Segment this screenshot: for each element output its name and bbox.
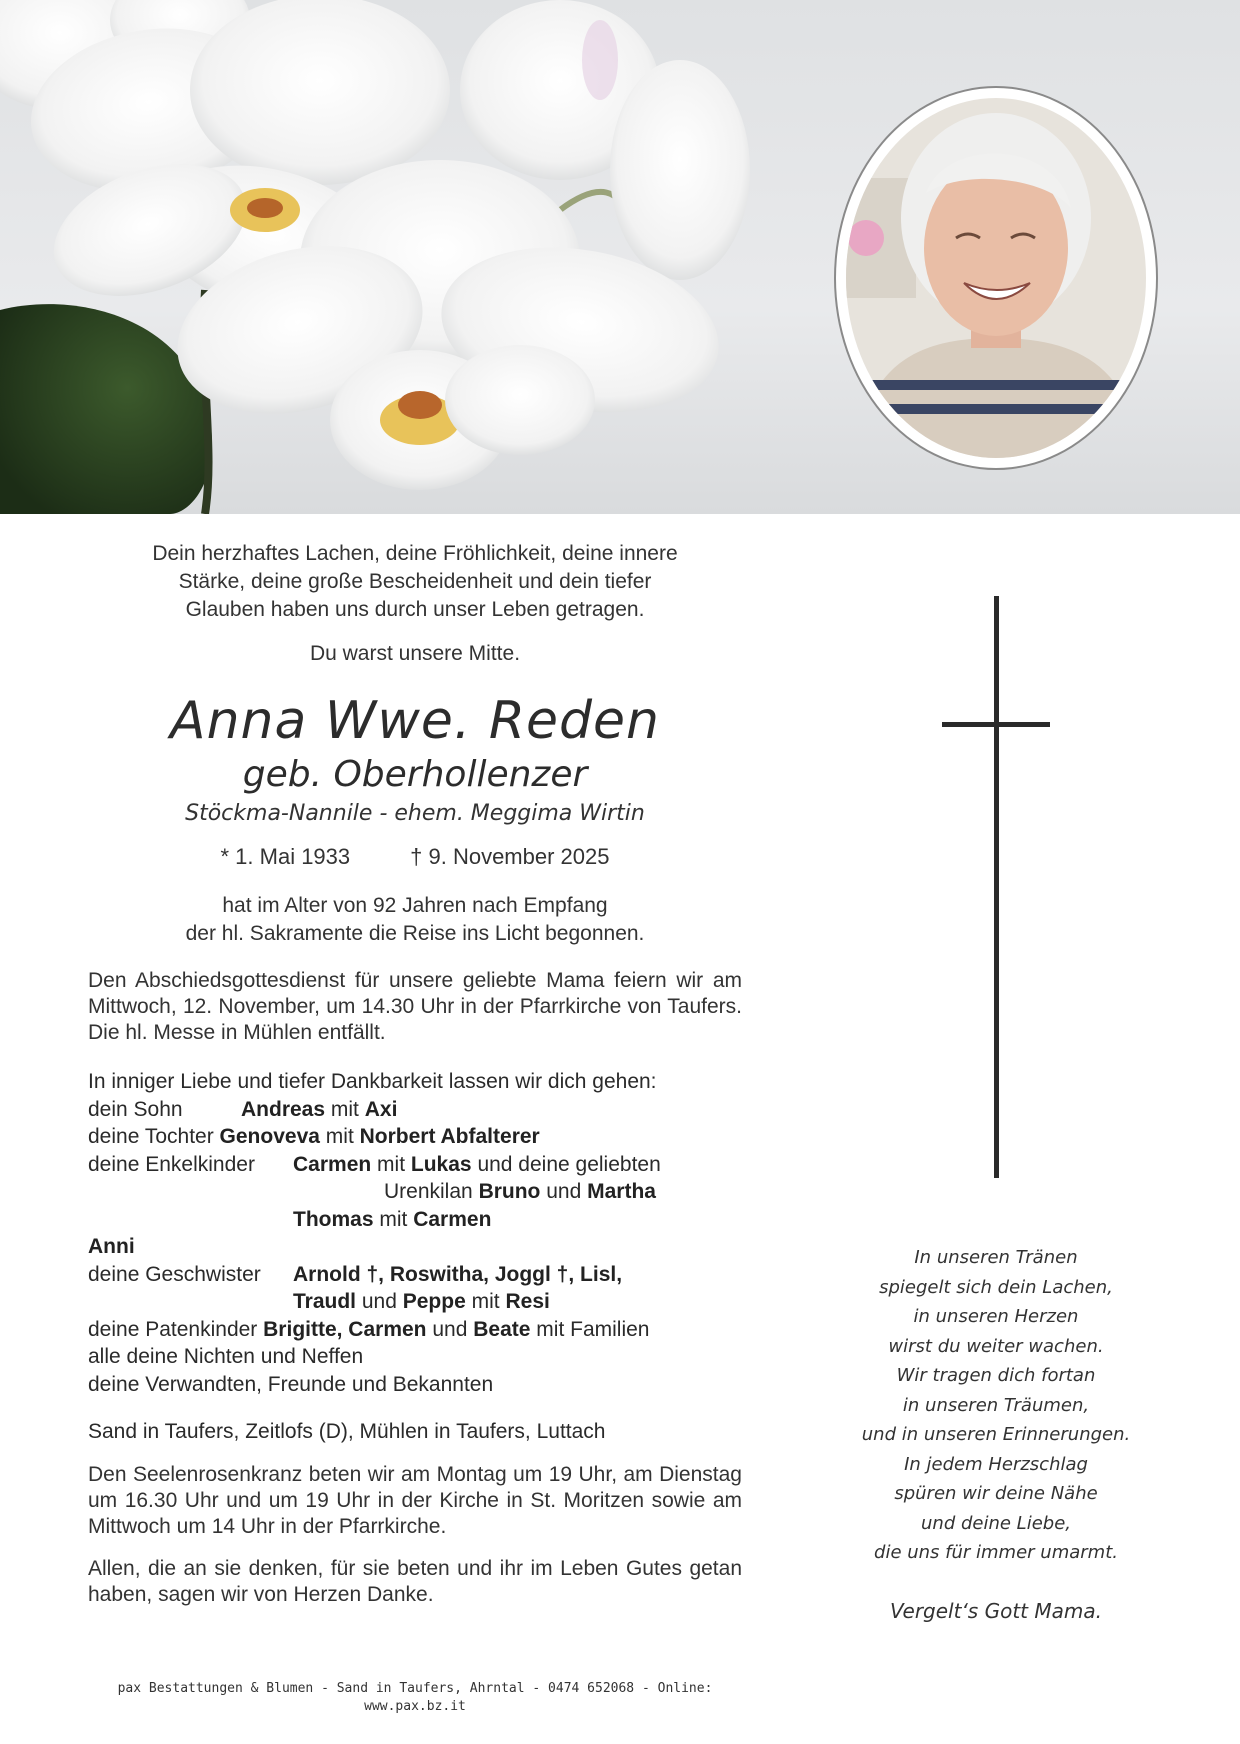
relation-label: deine Enkelkinder (88, 1152, 255, 1176)
relation-names: Urenkilan Bruno und Martha (384, 1180, 656, 1203)
birth-date: * 1. Mai 1933 (220, 844, 351, 869)
relation-names: Andreas mit Axi (241, 1097, 398, 1121)
mourner-row-siblings-2 (88, 1288, 742, 1316)
mourner-row-grandchild-3 (88, 1233, 742, 1261)
header-photo (0, 0, 1240, 514)
relation-names: Anni (88, 1235, 135, 1258)
cross-icon-bar (942, 722, 1050, 727)
poem-line: spüren wir deine Nähe (894, 1483, 1098, 1504)
relation-label: deine Geschwister (88, 1262, 261, 1286)
life-dates (88, 842, 742, 872)
footer-credits: pax Bestattungen & Blumen - Sand in Taufers, Ahrntal - 0474 652068 - Online: www.pax.bz.it (117, 1681, 713, 1714)
portrait-image (846, 98, 1146, 458)
relation-label: dein Sohn (88, 1097, 183, 1121)
thanks-text: Allen, die an sie denken, für sie beten und ihr im Leben Gutes getan haben, sagen wir von Herzen Danke. (88, 1557, 742, 1606)
death-date: † 9. November 2025 (410, 844, 610, 869)
verse-line: Dein herzhaftes Lachen, deine Fröhlichkeit, deine innere (152, 542, 678, 565)
verse-line: Stärke, deine große Bescheidenheit und dein tiefer (178, 570, 652, 593)
poem-line: und in unseren Erinnerungen. (861, 1424, 1131, 1445)
portrait-photo (846, 98, 1146, 458)
age-line: hat im Alter von 92 Jahren nach Empfang (222, 894, 608, 917)
age-line: der hl. Sakramente die Reise ins Licht begonnen. (185, 922, 645, 945)
places-line: Sand in Taufers, Zeitlofs (D), Mühlen in Taufers, Luttach (88, 1420, 606, 1443)
mourners-list (88, 1068, 742, 1398)
poem-line: In jedem Herzschlag (904, 1453, 1088, 1475)
relation-names: Carmen mit Lukas und deine geliebten (293, 1152, 661, 1176)
poem-line: Wir tragen dich fortan (896, 1365, 1096, 1386)
verse-line: Glauben haben uns durch unser Leben getragen. (185, 598, 645, 621)
mourner-row-great-grandchildren (88, 1178, 742, 1206)
mourner-row-daughter (88, 1123, 742, 1151)
deceased-name: Anna Wwe. Reden (170, 691, 660, 751)
poem-line: und deine Liebe, (921, 1512, 1071, 1534)
verse (88, 540, 742, 624)
cross-icon (994, 596, 999, 1178)
relation-label: alle deine Nichten und Neffen (88, 1345, 364, 1368)
mourner-row-grandchildren (88, 1151, 742, 1179)
relation-names: Traudl und Peppe mit Resi (293, 1290, 550, 1313)
closing-line: Vergelt‘s Gott Mama. (890, 1599, 1102, 1623)
relation-names: Thomas mit Carmen (293, 1207, 492, 1231)
relation-label: deine Tochter Genoveva mit Norbert Abfalterer (88, 1125, 540, 1148)
relation-names: Arnold †, Roswitha, Joggl †, Lisl, (293, 1262, 623, 1286)
poem-line: die uns für immer umarmt. (874, 1542, 1118, 1563)
mourner-row-siblings (88, 1261, 742, 1289)
maiden-name: geb. Oberhollenzer (242, 754, 588, 795)
poem-line: In unseren Tränen (914, 1247, 1078, 1268)
mourner-row-grandchild-2 (88, 1206, 742, 1234)
mourners-intro: In inniger Liebe und tiefer Dankbarkeit lassen wir dich gehen: (88, 1070, 657, 1093)
poem-line: in unseren Träumen, (902, 1394, 1090, 1416)
funeral-text: Den Abschiedsgottesdienst für unsere geliebte Mama feiern wir am Mittwoch, 12. November, um 14.30 Uhr in der Pfarrkirche von Taufers. Die hl. Messe in Mühlen entfällt. (88, 969, 742, 1044)
mourner-row-relatives (88, 1371, 742, 1399)
poem-line: in unseren Herzen (913, 1306, 1079, 1327)
obituary-text (88, 540, 742, 1608)
rosary-text: Den Seelenrosenkranz beten wir am Montag um 19 Uhr, am Dienstag um 16.30 Uhr und um 19 Uhr in der Kirche in St. Moritzen sowie am Mittwoch um 14 Uhr in der Pfarrkirche. (88, 1463, 742, 1538)
mourner-row-nieces (88, 1343, 742, 1371)
poem-line: spiegelt sich dein Lachen, (879, 1276, 1113, 1298)
relation-label: deine Verwandten, Freunde und Bekannten (88, 1372, 494, 1396)
nickname: Stöckma-Nannile - ehem. Meggima Wirtin (185, 801, 645, 826)
center-line: Du warst unsere Mitte. (309, 642, 521, 665)
mourner-row-godchildren (88, 1316, 742, 1344)
poem (840, 1243, 1152, 1568)
mourner-row-son (88, 1096, 742, 1124)
poem-line: wirst du weiter wachen. (888, 1335, 1104, 1357)
age-text (88, 892, 742, 948)
relation-label: deine Patenkinder Brigitte, Carmen und Beate mit Familien (88, 1317, 650, 1341)
